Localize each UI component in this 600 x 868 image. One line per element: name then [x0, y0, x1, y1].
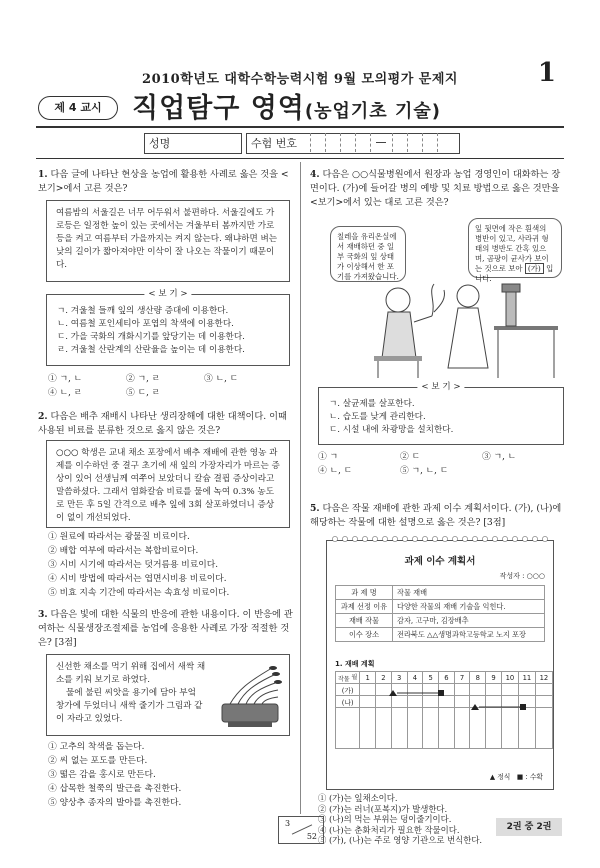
bogi-label: < 보 기 > — [417, 381, 464, 394]
bogi-item: ㄴ. 여름철 포인세티아 포엽의 착색에 이용한다. — [57, 319, 234, 329]
spiral-binding — [327, 535, 553, 545]
question-5 — [310, 502, 566, 530]
schedule-label: 1. 재배 계획 — [335, 660, 375, 668]
options — [48, 740, 288, 810]
option-5[interactable]: ⑤ 양상추 종자의 발아를 촉진한다. — [48, 798, 182, 808]
option-1[interactable]: ① 원료에 따라서는 광물질 비료이다. — [48, 532, 190, 542]
options — [318, 450, 564, 478]
question-1 — [38, 168, 294, 196]
schedule-marks — [335, 671, 547, 751]
option-2[interactable]: ② ㄱ, ㄹ — [126, 374, 161, 384]
spiral-rings — [330, 535, 550, 543]
top-rule — [36, 158, 564, 159]
exam-number-cell — [407, 133, 408, 152]
exam-number-cell — [422, 133, 423, 152]
exam-number-cell — [340, 133, 341, 152]
option-4[interactable]: ④ (나)는 춘화처리가 필요한 작물이다. — [318, 824, 460, 835]
grid-corner: 월 작물 — [336, 672, 360, 684]
option-2[interactable]: ② (가)는 러너(포복지)가 발생한다. — [318, 803, 448, 814]
bogi-item: ㄷ. 시설 내에 차광망을 설치한다. — [329, 425, 454, 435]
clinic-illustration — [318, 212, 564, 380]
exam-number-cell — [370, 133, 371, 152]
volume-badge: 2권 중 2권 — [496, 818, 562, 836]
option-3[interactable]: ③ 떫은 감을 홍시로 만든다. — [48, 770, 156, 780]
plant-mark-na — [471, 704, 479, 710]
exam-number-dash — [376, 142, 386, 143]
session-badge: 제 4 교시 — [38, 96, 118, 120]
question-number: 4. — [310, 169, 320, 180]
question-points: [3점] — [54, 637, 77, 648]
question-stem: 다음은 배추 재배시 나타난 생리장해에 대한 대책이다. 이때 사용된 비료를 분류한 것으로 옳지 않은 것은? — [38, 411, 287, 436]
column-divider — [300, 162, 301, 814]
plant-mark-ga — [389, 690, 397, 696]
harvest-mark-na — [520, 704, 526, 710]
plan-row: 이수 장소 전라북도 △△생명과학고등학교 노지 포장 — [336, 628, 545, 642]
question-points: [3점] — [483, 517, 506, 528]
subject-main: 직업탐구 영역 — [132, 93, 305, 124]
passage-box — [46, 200, 290, 282]
question-stem: 다음은 ○○식물병원에서 원장과 농업 경영인이 대화하는 장면이다. (가)에 들어갈 병의 예방 및 치료 방법으로 옳은 것만을 <보기>에서 있는 대로 고른 것은? — [310, 169, 561, 208]
passage-text: 물에 불린 씨앗을 용기에 담아 부엌 창가에 두었더니 새싹 줄기가 그림과 같이 자라고 있었다. — [56, 688, 203, 724]
question-number: 2. — [38, 411, 48, 422]
option-1[interactable]: ① (가)는 잎채소이다. — [318, 793, 398, 803]
passage-text: ○○○ 학생은 교내 채소 포장에서 배추 재배에 관한 영농 과제를 이수하던 중 결구 초기에 새 잎의 가장자리가 마르는 증상이 있어 선생님께 여쭈어 보았더니 칼슘 결핍 증상이라고 말씀하셨다. 그래서 염화칼슘 비료를 물에 녹여 0.3% 농도로 만든 후 5일 간격으로 배추 잎에 3회 살포하였더니 증상이 없이 개선되었다. — [56, 448, 280, 523]
option-5[interactable]: ⑤ (가), (나)는 주로 영양 기관으로 번식한다. — [318, 835, 483, 845]
question-3 — [38, 608, 294, 650]
exam-number-field[interactable] — [246, 133, 460, 154]
header-rule — [36, 126, 564, 128]
option-2[interactable]: ② 씨 없는 포도를 만든다. — [48, 756, 148, 766]
exam-number-cell — [355, 133, 356, 152]
passage-text: 신선한 채소를 먹기 위해 집에서 새싹 채소를 키워 보기로 하였다. — [56, 662, 206, 685]
option-4[interactable]: ④ ㄴ, ㄷ — [318, 466, 353, 476]
option-1[interactable]: ① 고추의 착색을 돕는다. — [48, 742, 145, 752]
exam-number-cell — [310, 133, 311, 152]
exam-number-cell — [392, 133, 393, 152]
plan-table — [335, 585, 545, 642]
option-3[interactable]: ③ (나)의 먹는 부위는 덩이줄기이다. — [318, 814, 452, 824]
plan-document — [326, 540, 554, 790]
page-number: 1 — [537, 58, 556, 88]
options — [48, 372, 288, 400]
exam-title: 2010학년도 대학수학능력시험 9월 모의평가 문제지 — [142, 72, 458, 87]
name-field[interactable] — [144, 133, 242, 154]
question-number: 5. — [310, 503, 320, 514]
bogi-item: ㄱ. 살균제를 살포한다. — [329, 399, 415, 409]
subject-title — [132, 86, 441, 125]
bogi-item: ㄷ. 가을 국화의 개화시기를 앞당기는 데 이용한다. — [57, 332, 245, 342]
crop-row-ga: (가) — [336, 684, 553, 696]
option-5[interactable]: ⑤ ㄱ, ㄴ, ㄷ — [400, 466, 449, 476]
plan-row: 과제 선정 이유 다양한 작물의 재배 기술을 익힌다. — [336, 600, 545, 614]
bogi-box — [46, 289, 290, 366]
option-3[interactable]: ③ ㄱ, ㄴ — [482, 452, 517, 462]
exam-number-cell — [437, 133, 438, 152]
bogi-item: ㄹ. 겨울철 산란계의 산란율을 높이는 데 이용한다. — [57, 345, 245, 355]
sprouts-illustration — [218, 660, 284, 732]
option-5[interactable]: ⑤ ㄷ, ㄹ — [126, 388, 161, 398]
option-3[interactable]: ③ 시비 시기에 따라서는 덧거름용 비료이다. — [48, 560, 219, 570]
question-number: 1. — [38, 169, 48, 180]
question-number: 3. — [38, 609, 48, 620]
bogi-item: ㄱ. 겨울철 들깨 잎의 생산량 증대에 이용한다. — [57, 306, 229, 316]
option-3[interactable]: ③ ㄴ, ㄷ — [204, 374, 239, 384]
speech-bubble-doctor: 잎 뒷면에 작은 흰색의 병반이 있고, 사라귀 형태의 병반도 간혹 있으며, 곰팡이 균사가 보이는 것으로 보아 (가) 입니다. — [468, 218, 562, 278]
question-stem: 다음은 작물 재배에 관한 과제 이수 계획서이다. (가), (나)에 해당하는 작물에 대한 설명으로 옳은 것은? — [310, 503, 562, 528]
question-4 — [310, 168, 566, 210]
question-stem: 다음은 빛에 대한 식물의 반응에 관한 내용이다. 이 반응에 관여하는 식물생장조절제를 농업에 응용한 사례로 가장 적절한 것은? — [38, 609, 293, 648]
option-2[interactable]: ② 배합 여부에 따라서는 복합비료이다. — [48, 546, 199, 556]
option-2[interactable]: ② ㄷ — [400, 452, 421, 462]
bogi-item: ㄴ. 습도를 낮게 관리한다. — [329, 412, 426, 422]
question-stem: 다음 글에 나타난 현상을 농업에 활용한 사례로 옳은 것을 <보기>에서 고른 것은? — [38, 169, 289, 194]
option-1[interactable]: ① ㄱ — [318, 452, 339, 462]
page-indicator: 3 52 — [278, 816, 324, 844]
subject-sub: (농업기초 기술) — [304, 101, 441, 122]
exam-number-cell — [325, 133, 326, 152]
plan-row: 과 제 명 작물 재배 — [336, 586, 545, 600]
blank-ga: (가) — [525, 263, 544, 274]
speech-bubble-farmer: 칠레을 유리온실에서 재배하던 중 일부 국화의 잎 상태가 이상해서 한 포기를 가져왔습니다. — [330, 226, 406, 282]
passage-box — [46, 440, 290, 528]
option-1[interactable]: ① ㄱ, ㄴ — [48, 374, 83, 384]
options — [48, 530, 288, 600]
plan-row: 재배 작물 감자, 고구마, 김장배추 — [336, 614, 545, 628]
option-5[interactable]: ⑤ 비효 지속 기간에 따라서는 속효성 비료이다. — [48, 588, 230, 598]
harvest-mark-ga — [438, 690, 444, 696]
plan-author: 작성자 : ○○○ — [499, 572, 545, 580]
name-label: 성명 — [149, 137, 171, 150]
plan-title: 과제 이수 계획서 — [404, 556, 476, 567]
crop-row-na: (나) — [336, 696, 553, 708]
bogi-box — [318, 382, 564, 445]
schedule-grid: 월 작물 1 2 3 4 5 6 7 8 9 10 11 12 (가) (나) — [335, 671, 553, 749]
option-4[interactable]: ④ 시비 방법에 따라서는 엽면시비용 비료이다. — [48, 574, 227, 584]
bogi-label: < 보 기 > — [144, 288, 191, 301]
clinic-scene — [318, 272, 564, 380]
schedule-legend: ▲ 정식 ■ : 수확 — [489, 773, 543, 781]
passage-text: 여름밤의 서울길은 너무 어두워서 불편하다. 서울길에도 가로등은 일정한 높이 있는 곳에서는 겨울부터 봄까지만 가로등을 켜고 여름부터 가을까지는 켜지 않는다. 왜냐하면 벼는 낮의 길이가 짧아져야만 이삭이 잘 나오는 작물이기 때문이다. — [56, 208, 278, 270]
option-4[interactable]: ④ ㄴ, ㄹ — [48, 388, 83, 398]
exam-number-label: 수험 번호 — [251, 137, 298, 150]
option-4[interactable]: ④ 삽목한 철쭉의 발근을 촉진한다. — [48, 784, 182, 794]
question-2 — [38, 410, 294, 438]
